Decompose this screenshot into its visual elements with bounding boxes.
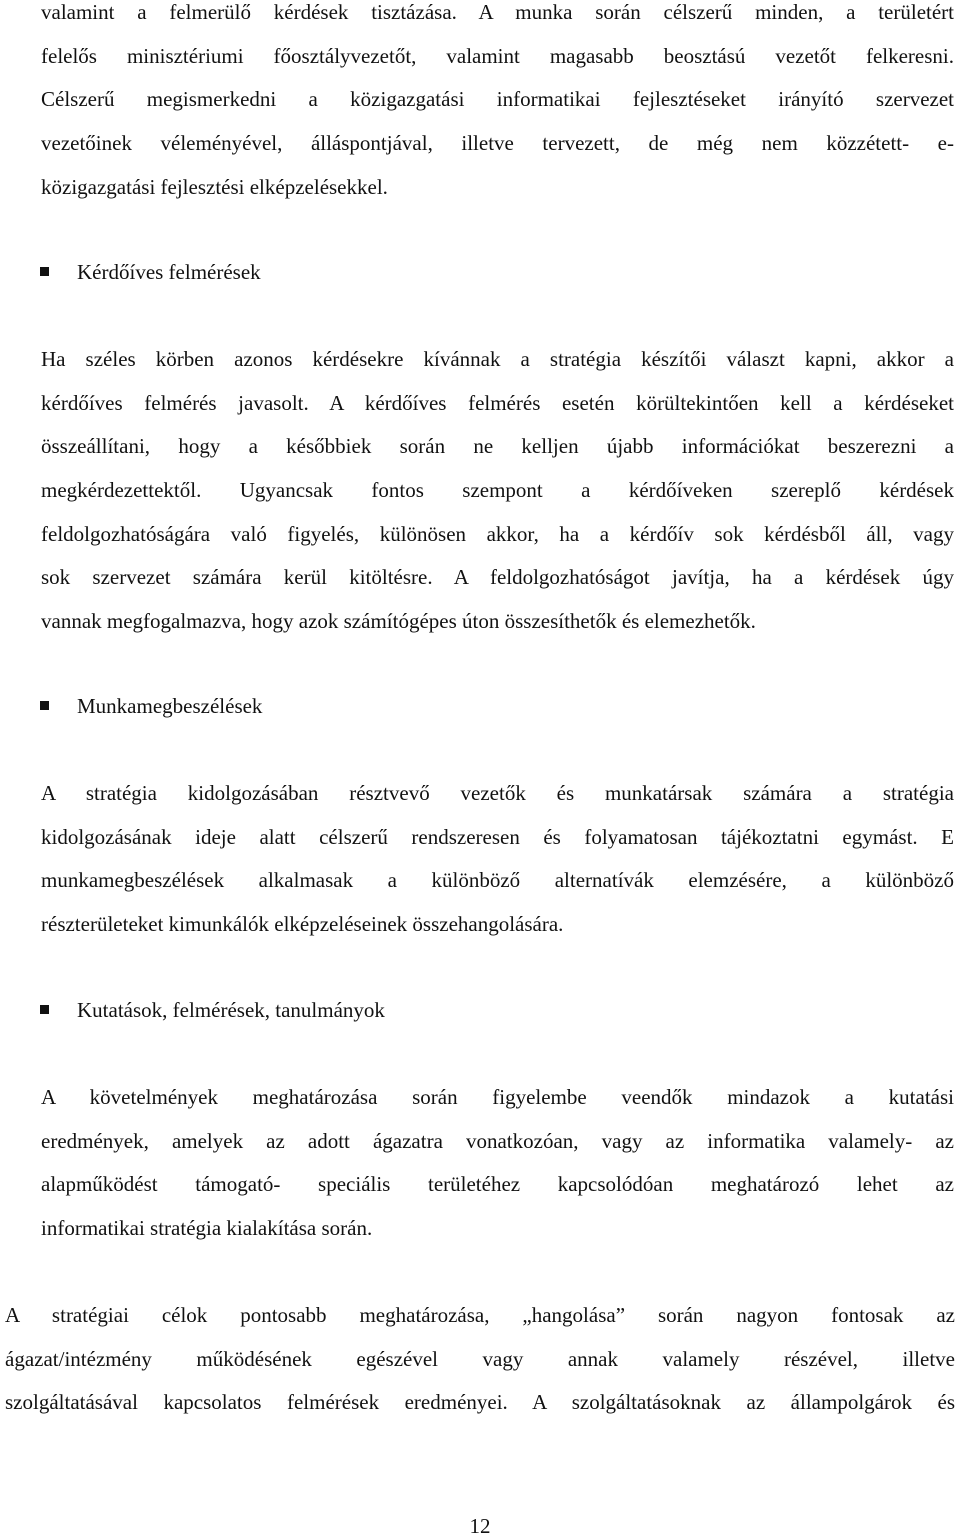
text-line: eredmények, amelyek az adott ágazatra vonatkozóan, vagy az informatika valamely- az xyxy=(41,1128,954,1153)
section-heading-questionnaire xyxy=(40,258,261,286)
text-line: összeállítani, hogy a későbbiek során ne kelljen újabb információkat beszerezni a xyxy=(41,434,954,459)
square-bullet-icon xyxy=(40,1005,49,1014)
square-bullet-icon xyxy=(40,701,49,710)
text-line: A stratégiai célok pontosabb meghatározása, „hangolása” során nagyon fontosak az xyxy=(5,1303,955,1327)
text-line: Célszerű megismerkedni a közigazgatási informatikai fejlesztéseket irányító szervezet xyxy=(41,87,954,112)
section-heading-text: Munkamegbeszélések xyxy=(77,694,263,718)
text-line: közigazgatási fejlesztési elképzelésekkel. xyxy=(41,174,388,199)
square-bullet-icon xyxy=(40,267,49,276)
text-line: vannak megfogalmazva, hogy azok számítógépes úton összesíthetők és elemezhetők. xyxy=(41,609,756,634)
closing-paragraph xyxy=(5,1294,955,1425)
text-line: ágazat/intézmény működésének egészével vagy annak valamely részével, illetve xyxy=(5,1346,955,1371)
text-line: informatikai stratégia kialakítása során. xyxy=(41,1216,373,1241)
text-line: kérdőíves felmérés javasolt. A kérdőíves felmérés esetén körültekintően kell a kérdéseket xyxy=(41,390,954,415)
text-line: munkamegbeszélések alkalmasak a különböző alternatívák elemzésére, a különböző xyxy=(41,868,954,893)
text-line: A stratégia kidolgozásában résztvevő vezetők és munkatársak számára a stratégia xyxy=(41,781,954,805)
text-line: kidolgozásának ideje alatt célszerű rendszeresen és folyamatosan tájékoztatni egymást. E xyxy=(41,824,954,849)
text-line: felelős minisztériumi főosztályvezetőt, valamint magasabb beosztású vezetőt felkeresni. xyxy=(41,43,954,68)
text-line: feldolgozhatóságára való figyelés, különösen akkor, ha a kérdőív sok kérdésből áll, vagy xyxy=(41,521,954,546)
text-line: sok szervezet számára kerül kitöltésre. A feldolgozhatóságot javítja, ha a kérdések úgy xyxy=(41,565,954,590)
section-heading-workshops xyxy=(40,692,262,720)
text-line: szolgáltatásával kapcsolatos felmérések eredményei. A szolgáltatásoknak az állampolgárok és xyxy=(5,1390,955,1415)
text-line: A követelmények meghatározása során figyelembe veendők mindazok a kutatási xyxy=(41,1085,954,1109)
text-line: megkérdezettektől. Ugyancsak fontos szempont a kérdőíveken szereplő kérdések xyxy=(41,478,954,503)
text-line: Ha széles körben azonos kérdésekre kívánnak a stratégia készítői választ kapni, akkor a xyxy=(41,347,954,371)
section-heading-research xyxy=(40,996,385,1024)
workshops-paragraph xyxy=(41,772,954,947)
section-heading-text: Kérdőíves felmérések xyxy=(77,260,261,284)
section-heading-text: Kutatások, felmérések, tanulmányok xyxy=(77,998,385,1022)
research-paragraph xyxy=(41,1076,954,1251)
text-line: részterületeket kimunkálók elképzeléseinek összehangolására. xyxy=(41,912,564,937)
page-number: 12 xyxy=(469,1514,491,1538)
text-line: valamint a felmerülő kérdések tisztázása. A munka során célszerű minden, a területért xyxy=(41,0,954,24)
intro-paragraph xyxy=(41,0,954,209)
text-line: alapműködést támogató- speciális területéhez kapcsolódóan meghatározó lehet az xyxy=(41,1172,954,1197)
text-line: vezetőinek véleményével, álláspontjával, illetve tervezett, de még nem közzétett- e- xyxy=(41,131,954,156)
questionnaire-paragraph xyxy=(41,338,954,644)
